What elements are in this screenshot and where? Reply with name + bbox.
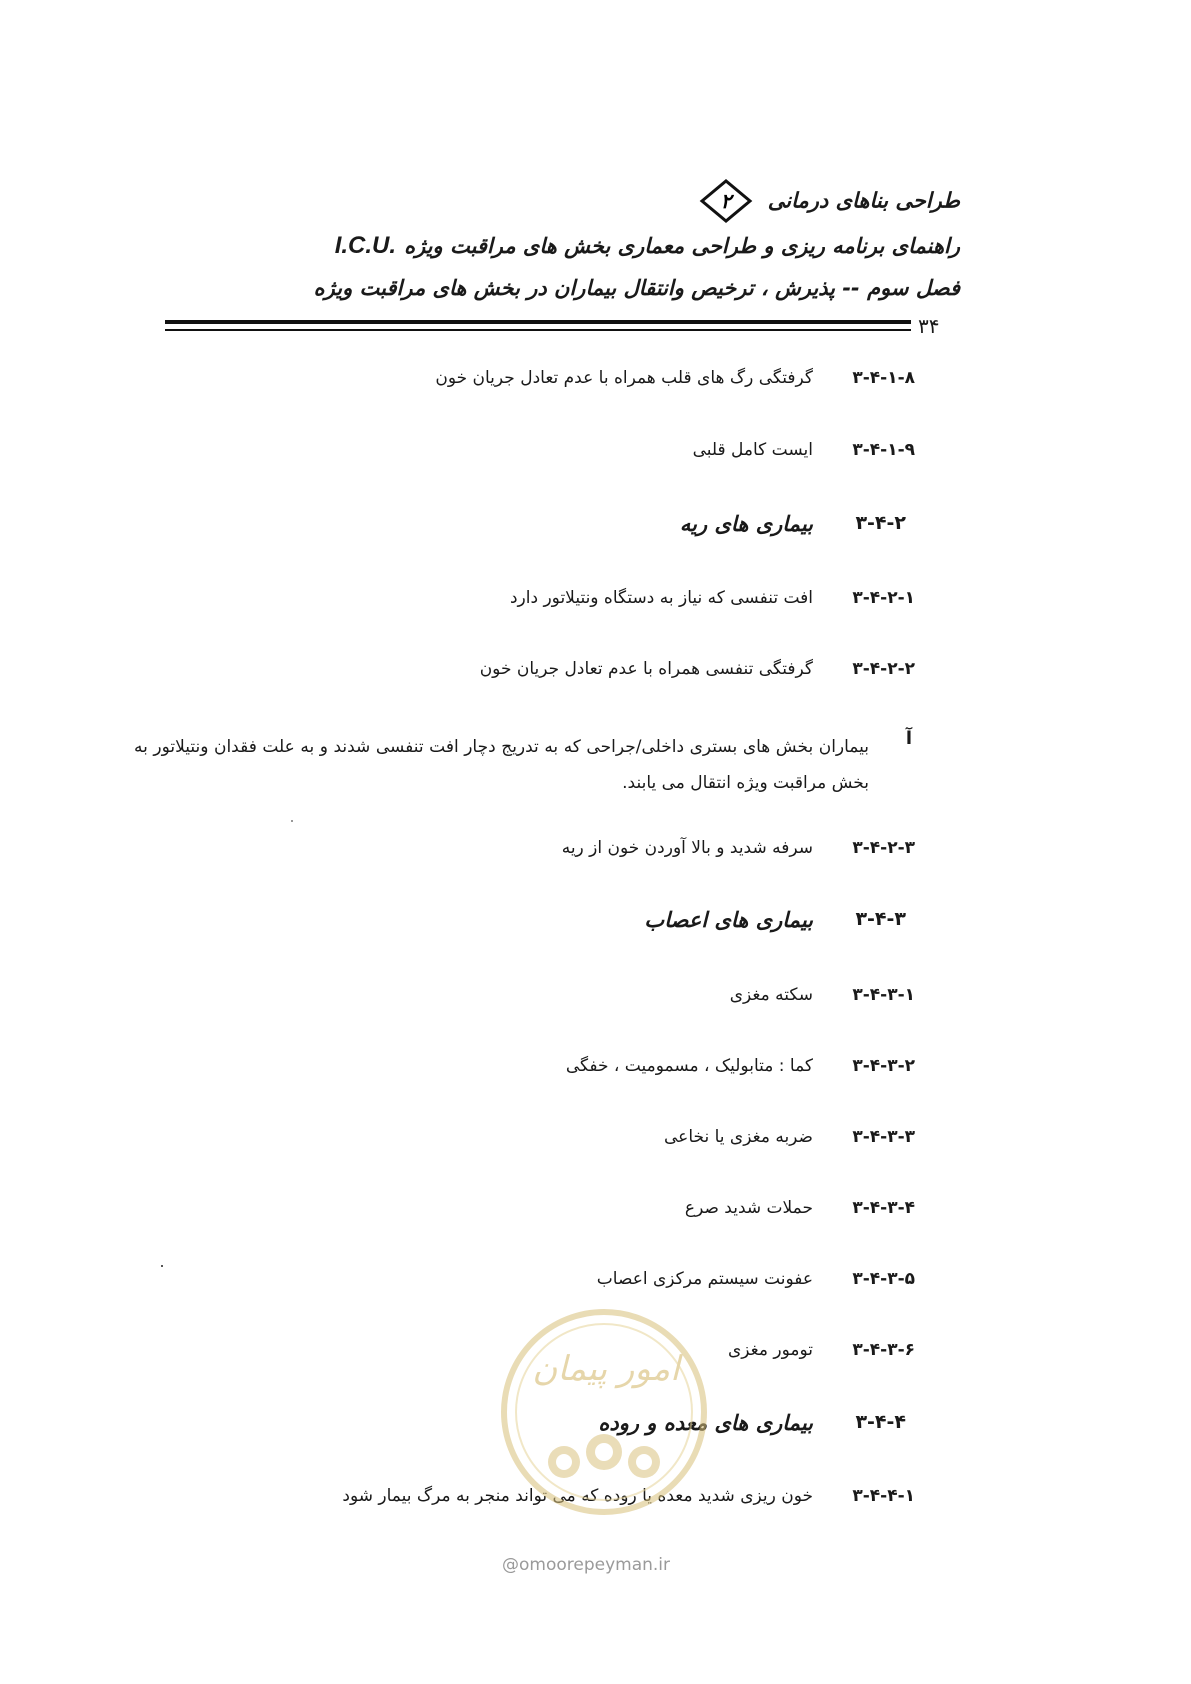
item-number: ۳-۴-۳-۲ [852,1056,915,1076]
item-number: ۳-۴-۱-۹ [852,440,915,460]
item-number: ۳-۴-۲-۳ [852,838,915,858]
subtitle-acronym: I.C.U. [334,232,397,259]
item-number: ۳-۴-۳-۱ [852,985,915,1005]
item-number: ۳-۴-۲-۲ [852,659,915,679]
item-text: حملات شدید صرع [684,1198,813,1218]
list-item [215,659,915,689]
item-number: ۳-۴-۳-۶ [852,1340,915,1360]
section-heading [206,908,906,942]
item-text: سرفه شدید و بالا آوردن خون از ریه [561,838,813,858]
item-number: ۳-۴-۳-۵ [852,1269,915,1289]
stamp-text: امور پیمان [532,1349,680,1389]
item-text: سکته مغزی [729,985,813,1005]
header-rule-thin [165,329,911,331]
item-text: گرفتگی تنفسی همراه با عدم تعادل جریان خون [479,659,813,679]
subtitle-line [335,234,960,258]
item-text: گرفتگی رگ های قلب همراه با عدم تعادل جریان خون [435,368,813,388]
list-item [215,588,915,618]
scan-speck [161,1265,163,1267]
chapter-number-diamond [698,178,754,224]
list-item [215,440,915,470]
list-item [215,1056,915,1086]
item-text: افت تنفسی که نیاز به دستگاه ونتیلاتور دارد [509,588,813,608]
section-title: بیماری های اعصاب [644,908,813,932]
chapter-title: فصل سوم -- پذیرش ، ترخیص وانتقال بیماران در بخش های مراقبت ویژه [313,276,960,300]
watermark-text: @omoorepeyman.ir [502,1555,671,1575]
item-text: کما : متابولیک ، مسمومیت ، خفگی [565,1056,813,1076]
list-item [215,1198,915,1228]
watermark-stamp-logo [494,1302,714,1532]
subtitle: راهنمای برنامه ریزی و طراحی معماری بخش های مراقبت ویژه [404,234,960,258]
item-text: تومور مغزی [727,1340,813,1360]
item-number: ۳-۴-۲ [855,512,906,534]
list-item [215,838,915,868]
item-number: ۳-۴-۳-۳ [852,1127,915,1147]
paragraph-text: بیماران بخش های بستری داخلی/جراحی که به تدریج دچار افت تنفسی شدند و به علت فقدان ونتیلاتور به بخش مراقبت ویژه انتقال می یابند. [134,737,869,793]
book-title-line [698,178,960,224]
item-number: ۳-۴-۲-۱ [852,588,915,608]
paragraph-marker: آ [905,728,912,749]
item-text: ضربه مغزی یا نخاعی [664,1127,813,1147]
item-text: عفونت سیستم مرکزی اعصاب [596,1269,813,1289]
item-number: ۳-۴-۳ [855,908,906,930]
item-number: ۳-۴-۳-۴ [852,1198,915,1218]
list-item [215,368,915,398]
page-number: ۳۴ [918,314,940,338]
item-number: ۳-۴-۱-۸ [852,368,915,388]
header-rule-thick [165,320,911,324]
item-text: خون ریزی شدید معده یا روده که می تواند منجر به مرگ بیمار شود [342,1486,813,1506]
list-item [215,985,915,1015]
section-title: بیماری های معده و روده [598,1411,813,1435]
section-heading [206,512,906,546]
list-item [215,1269,915,1299]
item-number: ۳-۴-۴-۱ [852,1486,915,1506]
item-number: ۳-۴-۴ [855,1411,906,1433]
section-title: بیماری های ریه [679,512,813,536]
book-number: ۲ [721,189,732,213]
scan-speck [291,820,293,822]
list-item [215,1127,915,1157]
item-text: ایست کامل قلبی [692,440,813,460]
book-title: طراحی بناهای درمانی [767,188,960,213]
